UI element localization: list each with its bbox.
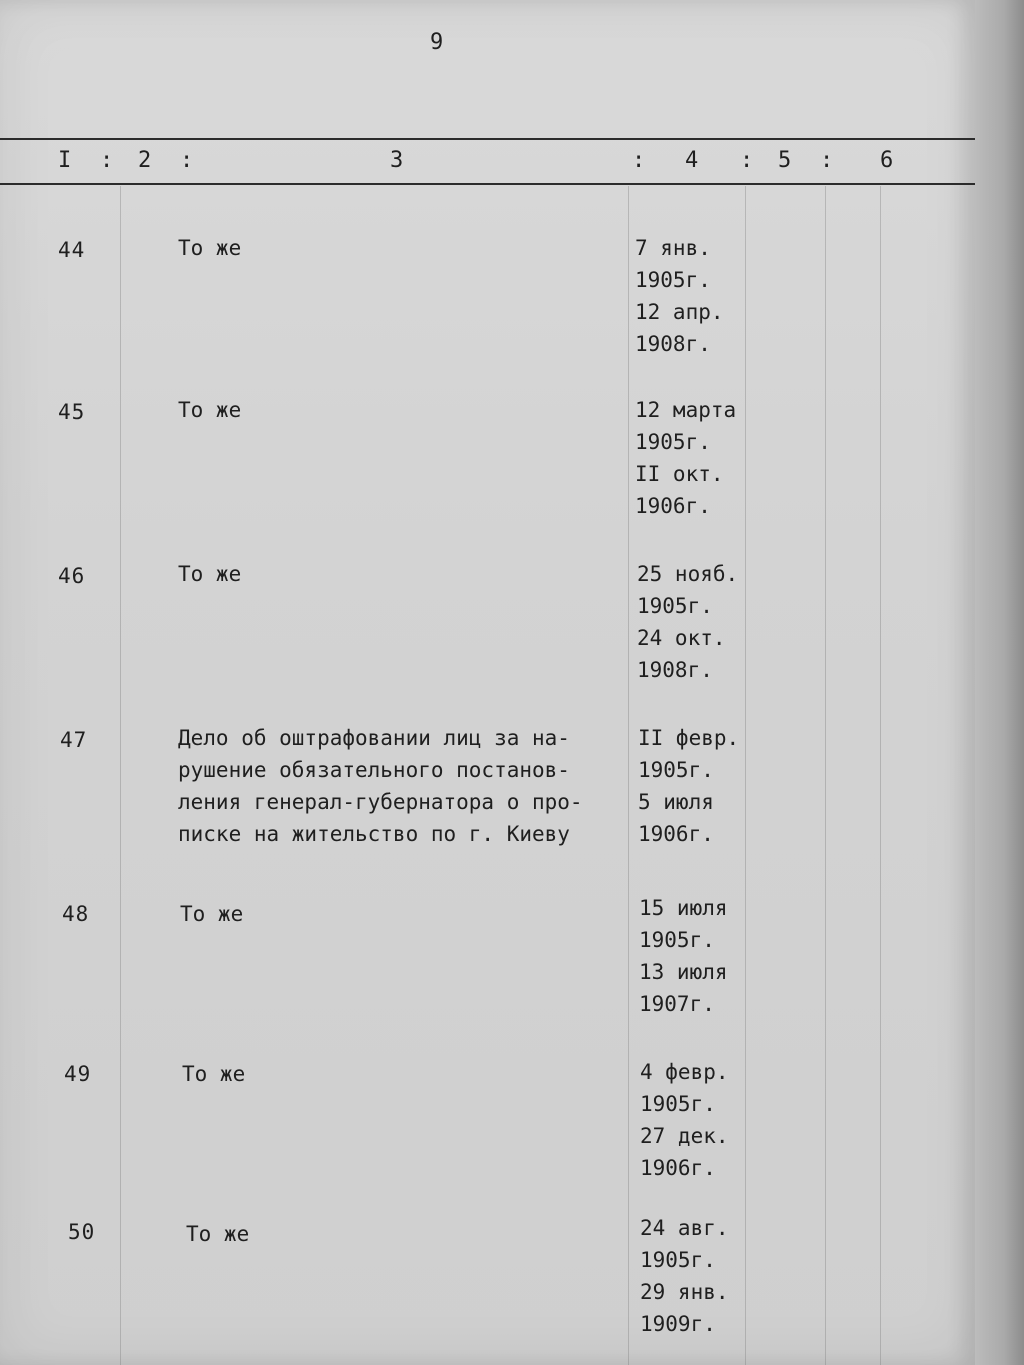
row-title xyxy=(182,1058,245,1090)
row-title-line: То же xyxy=(178,562,242,586)
date-line: 1905г. xyxy=(640,1248,716,1272)
date-line: 24 авг. xyxy=(640,1216,729,1240)
row-title xyxy=(178,232,241,264)
date-line: 1906г. xyxy=(635,494,711,518)
page-number: 9 xyxy=(430,30,445,55)
row-title-line: То же xyxy=(182,1062,246,1086)
date-line: 1905г. xyxy=(639,928,715,952)
row-title-line: ления генерал-губернатора о про- xyxy=(178,790,583,814)
date-line: 12 марта xyxy=(635,398,737,422)
row-dates xyxy=(640,1212,729,1340)
row-number: 46 xyxy=(58,564,86,588)
row-number: 44 xyxy=(58,238,86,262)
header-col-3: 3 xyxy=(390,148,404,173)
date-line: 12 апр. xyxy=(635,300,724,324)
header-top-rule xyxy=(0,138,975,140)
row-dates xyxy=(638,722,739,850)
date-line: 1906г. xyxy=(638,822,714,846)
column-guide xyxy=(628,186,629,1365)
header-col-4: 4 xyxy=(685,148,699,173)
row-title xyxy=(178,722,583,850)
header-col-2: 2 xyxy=(138,148,152,173)
row-dates xyxy=(640,1056,729,1184)
date-line: II окт. xyxy=(635,462,724,486)
date-line: 25 нояб. xyxy=(637,562,739,586)
row-title xyxy=(178,558,241,590)
date-line: 5 июля xyxy=(638,790,714,814)
date-line: 1906г. xyxy=(640,1156,716,1180)
row-title-line: Дело об оштрафовании лиц за на- xyxy=(178,726,570,750)
date-line: 1908г. xyxy=(635,332,711,356)
date-line: II февр. xyxy=(638,726,740,750)
header-separator: : xyxy=(100,148,114,173)
row-dates xyxy=(635,232,724,360)
date-line: 27 дек. xyxy=(640,1124,729,1148)
header-bottom-rule xyxy=(0,183,975,185)
date-line: 29 янв. xyxy=(640,1280,729,1304)
column-guide xyxy=(745,186,746,1365)
row-number: 50 xyxy=(68,1220,96,1244)
date-line: 4 февр. xyxy=(640,1060,729,1084)
date-line: 1909г. xyxy=(640,1312,716,1336)
header-col-1: I xyxy=(58,148,72,173)
row-title-line: рушение обязательного постанов- xyxy=(178,758,570,782)
row-number: 47 xyxy=(60,728,88,752)
column-guide xyxy=(825,186,826,1365)
row-title xyxy=(180,898,243,930)
date-line: 15 июля xyxy=(639,896,728,920)
row-dates xyxy=(635,394,736,522)
row-title xyxy=(186,1218,249,1250)
column-guide xyxy=(120,186,121,1365)
date-line: 24 окт. xyxy=(637,626,726,650)
date-line: 1905г. xyxy=(638,758,714,782)
row-title-line: писке на жительство по г. Киеву xyxy=(178,822,570,846)
header-separator: : xyxy=(820,148,834,173)
date-line: 1905г. xyxy=(635,268,711,292)
page-edge xyxy=(975,0,1024,1365)
row-dates xyxy=(639,892,728,1020)
header-col-5: 5 xyxy=(778,148,792,173)
header-col-6: 6 xyxy=(880,148,894,173)
date-line: 1907г. xyxy=(639,992,715,1016)
column-guide xyxy=(880,186,881,1365)
row-number: 45 xyxy=(58,400,86,424)
date-line: 1905г. xyxy=(640,1092,716,1116)
date-line: 1908г. xyxy=(637,658,713,682)
header-separator: : xyxy=(180,148,194,173)
row-number: 49 xyxy=(64,1062,92,1086)
row-dates xyxy=(637,558,738,686)
row-title-line: То же xyxy=(180,902,244,926)
row-title-line: То же xyxy=(178,398,242,422)
row-title-line: То же xyxy=(186,1222,250,1246)
row-title xyxy=(178,394,241,426)
date-line: 1905г. xyxy=(637,594,713,618)
header-separator: : xyxy=(740,148,754,173)
date-line: 7 янв. xyxy=(635,236,711,260)
date-line: 13 июля xyxy=(639,960,728,984)
row-title-line: То же xyxy=(178,236,242,260)
row-number: 48 xyxy=(62,902,90,926)
date-line: 1905г. xyxy=(635,430,711,454)
header-separator: : xyxy=(632,148,646,173)
